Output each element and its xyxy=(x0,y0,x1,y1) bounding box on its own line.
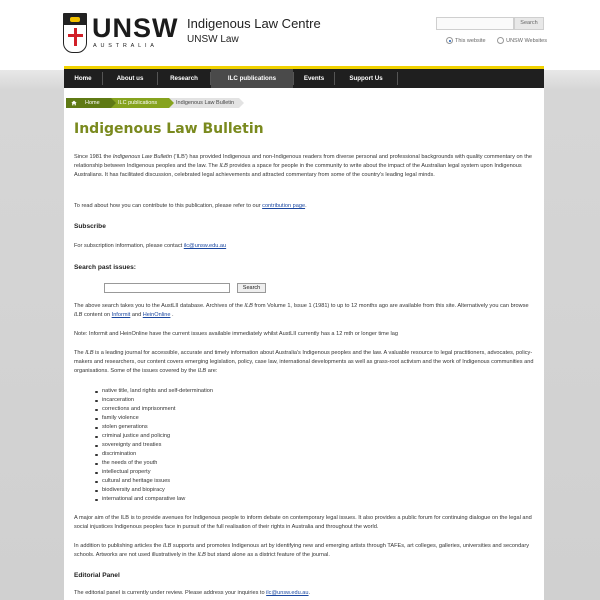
availability-note: Note: Informit and HeinOnline have the current issues available immediately whilst AustLII currently has a 12 mth or longer time lag xyxy=(74,331,398,337)
site-subtitle[interactable]: UNSW Law xyxy=(187,34,239,45)
aim-paragraph: A major aim of the ILB is to provide avenues for Indigenous people to inform debate on contemporary legal issues. It also provides a public forum for continuing dialogue on the legal and social injustices Indigenous peoples face in pursuit of the full realisation of their rights in Australia and throughout the world. xyxy=(74,515,532,530)
list-item: sovereignty and treaties xyxy=(102,441,213,450)
list-item: biodiversity and biopiracy xyxy=(102,486,213,495)
list-item: discrimination xyxy=(102,450,213,459)
about-paragraph: The ILB is a leading journal for accessible, accurate and timely information about Australia's Indigenous peoples and the law. A valuable resource to legal practitioners, advocates, policy-makers and researchers, our content covers emerging legislation, policy, case law, international developments as well as grass-root activism and the work of Indigenous communities and organisations. Some of the issues covered by the ILB are: xyxy=(74,350,534,374)
search-scope xyxy=(446,37,557,44)
contribution-page-link[interactable]: contribution page xyxy=(262,203,306,209)
unsw-logo[interactable] xyxy=(63,13,179,53)
list-item: intellectual property xyxy=(102,468,213,477)
past-issues-search-input[interactable] xyxy=(104,283,230,293)
logo-subwordmark: AUSTRALIA xyxy=(93,43,158,49)
logo-wordmark: UNSW xyxy=(92,13,179,43)
editorial-heading: Editorial Panel xyxy=(74,572,120,579)
header-search-button[interactable]: Search xyxy=(514,17,544,30)
subscribe-email-link[interactable]: ilc@unsw.edu.au xyxy=(183,243,227,249)
nav-item-events[interactable]: Events xyxy=(303,75,325,82)
heinonline-link[interactable]: HeinOnline xyxy=(142,312,171,318)
list-item: family violence xyxy=(102,414,213,423)
subscribe-heading: Subscribe xyxy=(74,223,106,230)
radio-this-website[interactable] xyxy=(446,37,453,44)
informit-link[interactable]: Informit xyxy=(111,312,131,318)
list-item: cultural and heritage issues xyxy=(102,477,213,486)
header-search xyxy=(436,17,544,30)
list-item: international and comparative law xyxy=(102,495,213,504)
editorial-email-link[interactable]: ilc@unsw.edu.au xyxy=(266,590,309,596)
nav-item-home[interactable]: Home xyxy=(74,75,92,82)
list-item: criminal justice and policing xyxy=(102,432,213,441)
contribute-paragraph: To read about how you can contribute to this publication, please refer to our contribution page. xyxy=(74,203,307,209)
nav-item-ilc-publications[interactable]: ILC publications xyxy=(211,69,293,88)
editorial-paragraph: The editorial panel is currently under review. Please address your inquiries to ilc@unsw.edu.au. xyxy=(74,590,311,596)
radio-unsw-websites-label: UNSW Websites xyxy=(506,37,547,44)
search-note-paragraph: The above search takes you to the AustLII database. Archives of the ILB from Volume 1, Issue 1 (1981) to up to 12 months ago are available from this site. Alternatively you can browse ILB content on Informit and HeinOnline . xyxy=(74,303,529,318)
page-title: Indigenous Law Bulletin xyxy=(74,121,264,137)
nav-item-about-us[interactable]: About us xyxy=(116,75,144,82)
list-item: native title, land rights and self-determination xyxy=(102,388,214,394)
site-header xyxy=(0,0,600,70)
nav-item-research[interactable]: Research xyxy=(170,75,198,82)
breadcrumb-home-label: Home xyxy=(85,100,100,106)
issues-list xyxy=(102,387,213,504)
breadcrumb-ilc-publications-label: ILC publications xyxy=(118,100,158,106)
breadcrumb-current xyxy=(169,98,239,108)
site-title[interactable]: Indigenous Law Centre xyxy=(187,16,321,31)
main-nav xyxy=(64,66,544,88)
home-icon xyxy=(71,100,77,106)
list-item: incarceration xyxy=(102,396,213,405)
unsw-crest-icon xyxy=(63,13,87,53)
list-item: the needs of the youth xyxy=(102,459,213,468)
search-past-heading: Search past issues: xyxy=(74,264,136,271)
intro-paragraph: Since 1981 the Indigenous Law Bulletin ('ILB') has provided Indigenous and non-Indigenous readers from diverse personal and professional backgrounds with quality commentary on the relationship between Indigenous peoples and the law. The ILB provides a space for people in the community to write about the impact of the Australian legal system upon Indigenous Australians. It has facilitated discussion, celebrated legal achievements and attracted commentary from some of the country's leading legal minds. xyxy=(74,154,533,178)
breadcrumb-home[interactable] xyxy=(66,98,111,108)
breadcrumb-current-label: Indigenous Law Bulletin xyxy=(176,100,235,106)
radio-unsw-websites[interactable] xyxy=(497,37,504,44)
breadcrumb-ilc-publications[interactable] xyxy=(111,98,169,108)
header-search-input[interactable] xyxy=(436,17,514,30)
radio-this-website-label: This website xyxy=(455,37,486,44)
list-item: stolen generations xyxy=(102,423,213,432)
past-issues-search-button[interactable]: Search xyxy=(237,283,266,293)
list-item: corrections and imprisonment xyxy=(102,405,213,414)
subscribe-paragraph: For subscription information, please contact ilc@unsw.edu.au xyxy=(74,243,227,249)
nav-item-support-us[interactable]: Support Us xyxy=(349,75,383,82)
artists-paragraph: In addition to publishing articles the ILB supports and promotes Indigenous art by identifying new and emerging artists through TAFEs, art colleges, galleries, universities and secondary schools. Artworks are not used illustratively in the ILB but stand alone as a district feature of the journal. xyxy=(74,543,530,558)
